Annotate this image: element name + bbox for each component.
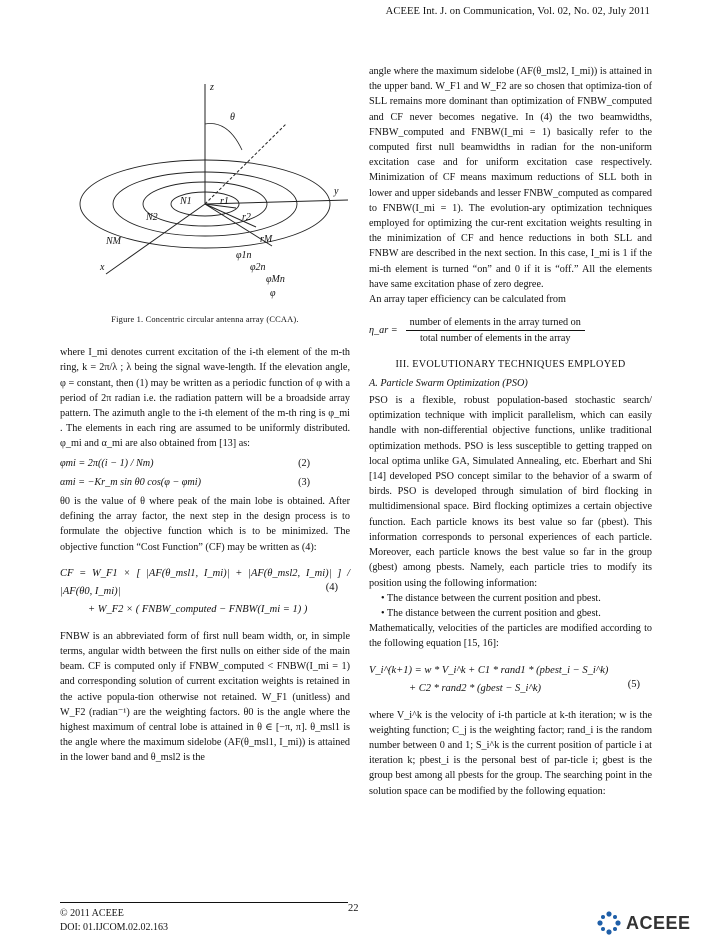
subsection-heading: A. Particle Swarm Optimization (PSO) [369,377,528,389]
eq4-number: (4) [325,581,338,593]
label-rm: rM [260,234,273,245]
label-phimn: φMn [266,274,285,285]
label-z: z [210,82,214,93]
eq2-body: φmi = 2π((i − 1) / Nm) [60,457,154,469]
ccaa-diagram [60,64,350,300]
doi: DOI: 01.IJCOM.02.02.163 [60,922,169,933]
eq2-number: (2) [298,457,310,469]
right-paragraph-1: angle where the maximum sidelobe (AF(θ_msl2, I_mi)) is attained in the upper band. W_F1 and W_F2 are so chosen that optimiza-tion of SLL remains more dominant than optimization of FNBW_computed and CF never becomes negative. In (4) the two beamwidths, FNBW_computed and FNBW(I_mi = 1) basically refer to the computed first null beamwidths in radian for the non-uniform excitation case and for uniform excitation case respectively. Minimization of CF means maximum reductions of SLL both in lower and upper sidebands and lesser FNBW_computed as compared to FNBW(I_mi = 1). The evolution-ary optimization techniques employed for optimizing the cur-rent excitation weights resulting in the minimization of CF and hence reductions in both SLL and FNBW are described in the next section. In this case, I_mi is 1 if the mi-th element is turned “on” and 0 if it is “off.” All the elements have same excitation phase of zero degree. [369,66,652,290]
right-paragraph-5: where V_i^k is the velocity of i-th particle at k-th iteration; w is the weighting function; C_j is the weighting factor; rand_i is the random number between 0 and 1; S_i^k is the current position of particle i at iteration k; pbest_i is the personal best of par-ticle i; gbest is the group best among all pbests for the group. The searching point in the solution space can be modified by the following equation: [369,709,652,797]
right-paragraph-3: PSO is a flexible, robust population-based stochastic search/ optimization technique with implicit parallelism, which can easily handle with non-differential objective functions, unlike traditional optimization methods. PSO is less susceptible to getting trapped on local optima unlike GA, Simulated Annealing, etc. Eberhart and Shi [14] developed PSO concept similar to the behavior of a swarm of birds. PSO is developed through simulation of bird flocking in multidimensional space. Bird flocking optimizes a certain objective function. Each particle knows its best value so far (pbest). This information corresponds to personal experiences of each particle. Moreover, each particle knows the best value so far in the group (gbest) among pbests. Namely, each particle tries to modify its position using the following information: [369,395,652,589]
label-y: y [334,186,339,197]
aceee-logo [596,910,691,936]
bullet-2: • The distance between the current position and gbest. [381,607,601,619]
equation-2 [60,456,350,471]
label-n1: N1 [180,196,192,207]
equation-5 [369,662,652,698]
left-paragraph-3: FNBW is an abbreviated form of first null beam width, or, in simple terms, angular width between the first nulls on either side of the main beam. CF is computed only if FNBW_computed < FNBW(I_mi = 1) and corresponding solution of current excitation weights is retained in the active popula-tion otherwise not retained. W_F1 (unitless) and W_F2 (radian⁻¹) are the weighting factors. θ0 is the angle where the highest maximum of central lobe is attained in θ ∈ [−π, π]. θ_msl1 is the angle where the maximum sidelobe (AF(θ_msl1, I_mi)) is attained in the lower band and θ_msl2 is the [60,630,350,764]
label-r1: r1 [220,196,229,207]
label-nm: NM [106,236,121,247]
equation-3 [60,475,350,490]
figure-caption: Figure 1. Concentric circular antenna array (CCAA). [111,315,299,324]
equation-4 [60,565,350,619]
section-heading: III. EVOLUTIONARY TECHNIQUES EMPLOYED [395,358,626,370]
eq5-line1: V_i^(k+1) = w * V_i^k + C1 * rand1 * (pbest_i − S_i^k) [369,664,609,676]
fraction-numerator: number of elements in the array turned on [406,315,585,331]
eta-symbol: η_ar = [369,325,398,337]
label-x: x [100,262,105,273]
eq5-line2: + C2 * rand2 * (gbest − S_i^k) [409,682,542,694]
left-paragraph-1: where I_mi denotes current excitation of the i-th element of the m-th ring, k = 2π/λ ; λ being the signal wave-length. If the elevation angle, φ = constant, then (1) may be written as a periodic function of φ with a period of 2π radian i.e. the radiation pattern will be a broadside array pattern. The azimuth angle to the i-th element of the m-th ring is φ_mi . The elements in each ring are assumed to be uniformly distributed. φ_mi and α_mi are also obtained from [13] as: [60,347,350,450]
right-column [369,64,652,799]
right-paragraph-2: An array taper efficiency can be calculated from [369,294,566,306]
logo-word: ACEEE [626,912,691,933]
eq5-number: (5) [627,678,640,690]
label-phi1n: φ1n [236,250,252,261]
footer-rule [60,902,348,903]
eq4-line1: CF = W_F1 × [ |AF(θ_msl1, I_mi)| + |AF(θ_msl2, I_mi)| ] / |AF(θ0, I_mi)| [60,567,350,597]
eq3-number: (3) [298,476,310,488]
page-number: 22 [348,903,359,914]
journal-header: ACEEE Int. J. on Communication, Vol. 02, No. 02, July 2011 [385,6,650,17]
label-r2: r2 [242,212,251,223]
left-paragraph-2: θ0 is the value of θ where peak of the main lobe is obtained. After defining the array factor, the next step in the design process is to formulate the objective function which is to be minimized. The objective function “Cost Function” (CF) may be written as (4): [60,496,350,553]
label-phi2n: φ2n [250,262,266,273]
fraction-denominator: total number of elements in the array [419,333,571,345]
bullet-1: • The distance between the current position and pbest. [381,592,601,604]
taper-efficiency-equation [369,315,652,346]
eq3-body: αmi = −Kr_m sin θ0 cos(φ − φmi) [60,476,202,488]
right-paragraph-4: Mathematically, velocities of the particles are modified according to the following equation [15, 16]: [369,623,652,650]
label-phi: φ [270,288,276,299]
label-n2: N2 [146,212,158,223]
label-theta: θ [230,112,235,123]
figure-1 [60,64,350,300]
logo-mark-icon [596,910,622,936]
eq4-line2: + W_F2 × ( FNBW_computed − FNBW(I_mi = 1) ) [88,603,308,615]
left-column [60,64,350,766]
copyright: © 2011 ACEEE [60,908,124,919]
